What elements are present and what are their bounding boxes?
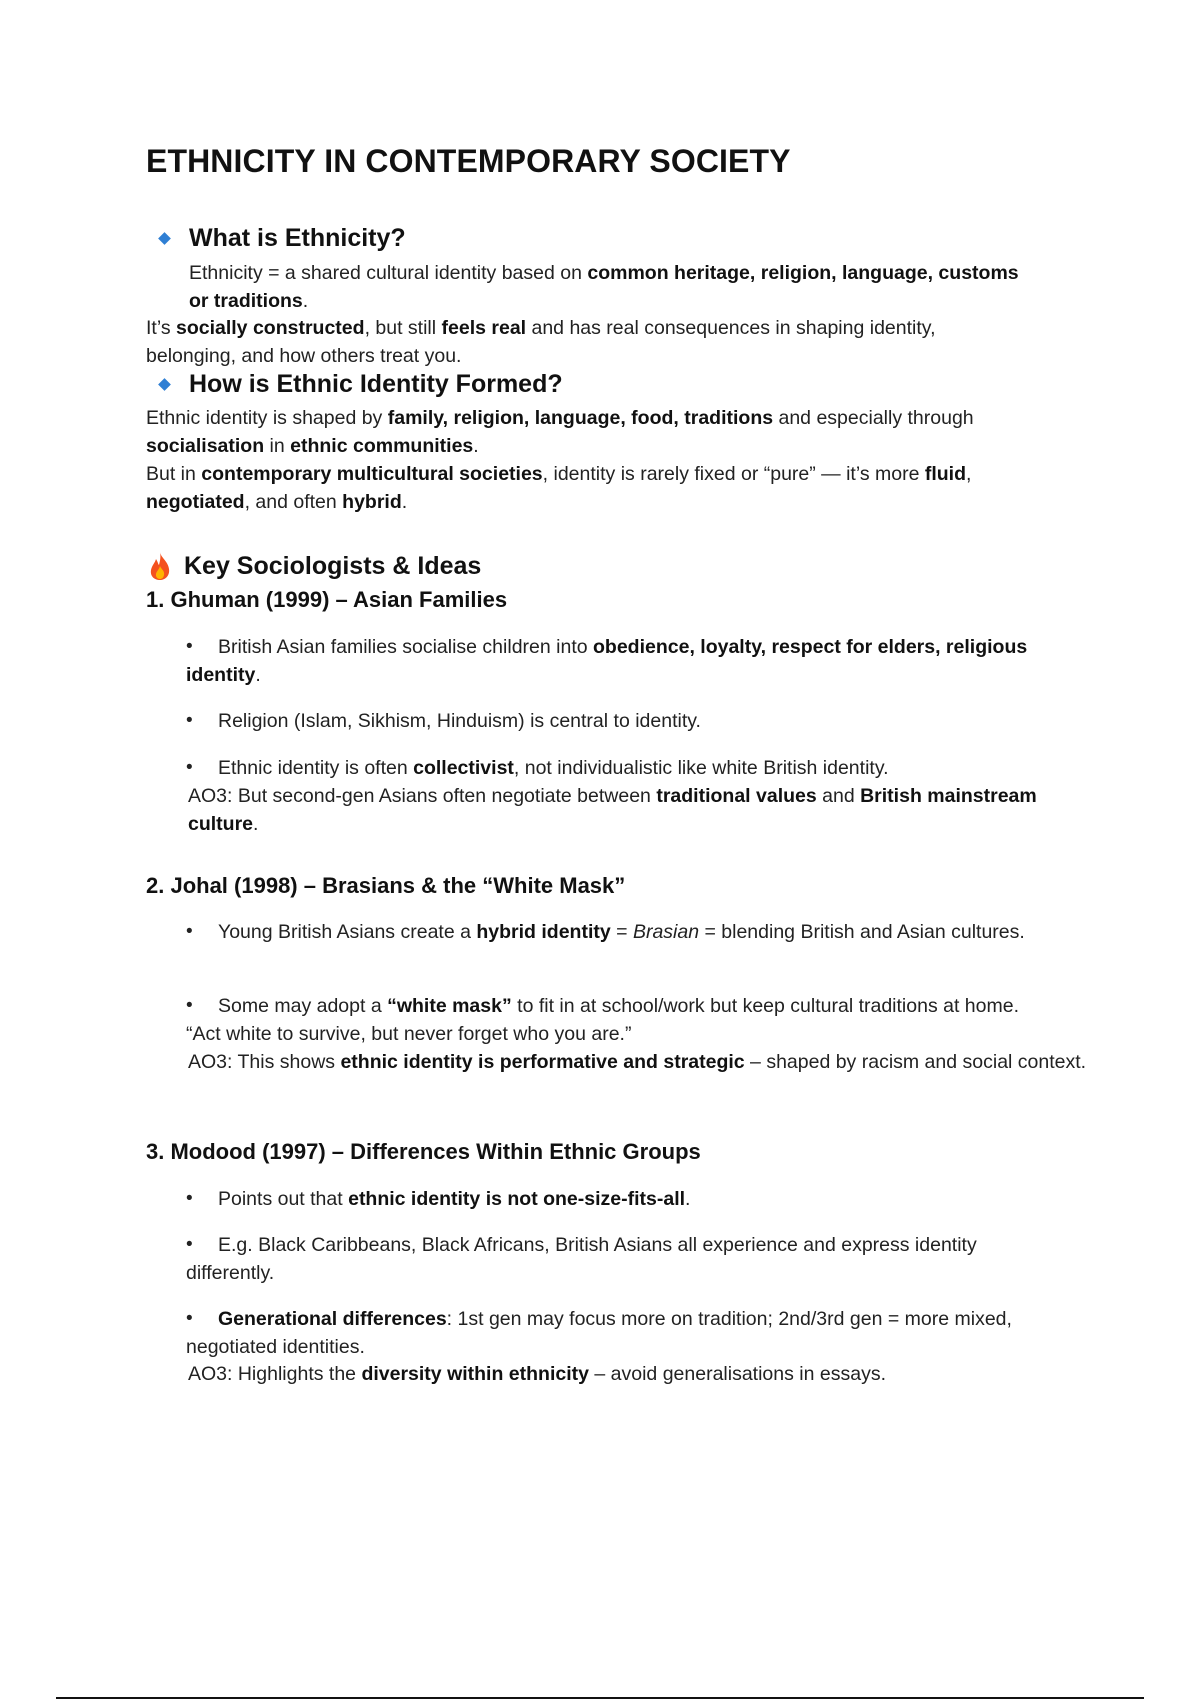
johal-heading: 2. Johal (1998) – Brasians & the “White Mask” xyxy=(146,873,626,898)
bullet-icon: • xyxy=(186,757,193,778)
heading-text: Key Sociologists & Ideas xyxy=(184,551,482,580)
ghuman-heading: 1. Ghuman (1999) – Asian Families xyxy=(146,587,508,612)
ethnicity-definition: Ethnicity = a shared cultural identity based on common heritage, religion, language, customs or traditions. xyxy=(189,262,1019,312)
ao3-evaluation: AO3: This shows ethnic identity is performative and strategic – shaped by racism and social context. xyxy=(188,1051,1087,1073)
bullet-icon: • xyxy=(186,1234,193,1255)
identity-formed-paragraph-1: Ethnic identity is shaped by family, religion, language, food, traditions and especially through socialisation in ethnic communities. xyxy=(146,407,974,457)
blue-diamond-icon xyxy=(158,378,171,391)
list-item: • Generational differences: 1st gen may focus more on tradition; 2nd/3rd gen = more mixed, negotiated identities. xyxy=(186,1305,1106,1361)
list-item: • Young British Asians create a hybrid identity = Brasian = blending British and Asian cultures. xyxy=(186,918,1066,946)
socially-constructed-paragraph: It’s socially constructed, but still feels real and has real consequences in shaping identity, belonging, and how others treat you. xyxy=(146,317,936,367)
what-is-ethnicity-heading xyxy=(146,224,406,253)
fire-icon xyxy=(148,551,172,581)
list-item: • Some may adopt a “white mask” to fit in at school/work but keep cultural traditions at home. “Act white to survive, but never forget who you are.” xyxy=(186,992,1106,1048)
list-item: • British Asian families socialise children into obedience, loyalty, respect for elders, religious identity. xyxy=(186,633,1086,689)
list-item: • E.g. Black Caribbeans, Black Africans, British Asians all experience and express identity differently. xyxy=(186,1231,1066,1287)
ao3-evaluation: AO3: But second-gen Asians often negotiate between traditional values and British mainstream culture. xyxy=(188,785,1037,835)
bullet-icon: • xyxy=(186,710,193,731)
white-mask-quote: “Act white to survive, but never forget who you are.” xyxy=(186,1023,632,1045)
bullet-icon: • xyxy=(186,921,193,942)
list-item: • Ethnic identity is often collectivist, not individualistic like white British identity. xyxy=(186,754,1086,782)
heading-text: What is Ethnicity? xyxy=(189,224,406,252)
ao3-evaluation: AO3: Highlights the diversity within ethnicity – avoid generalisations in essays. xyxy=(188,1363,886,1385)
page-title: ETHNICITY IN CONTEMPORARY SOCIETY xyxy=(146,143,791,179)
key-sociologists-heading xyxy=(146,551,481,581)
bullet-icon: • xyxy=(186,995,193,1016)
list-item: • Religion (Islam, Sikhism, Hinduism) is central to identity. xyxy=(186,707,1086,735)
blue-diamond-icon xyxy=(158,232,171,245)
bullet-icon: • xyxy=(186,1308,193,1329)
heading-text: How is Ethnic Identity Formed? xyxy=(189,370,563,398)
identity-formed-paragraph-2: But in contemporary multicultural societies, identity is rarely fixed or “pure” — it’s more fluid, negotiated, and often hybrid. xyxy=(146,463,972,513)
footer-divider xyxy=(56,1697,1144,1699)
bullet-icon: • xyxy=(186,636,193,657)
modood-heading: 3. Modood (1997) – Differences Within Ethnic Groups xyxy=(146,1139,701,1164)
identity-formed-heading xyxy=(146,370,563,399)
bullet-icon: • xyxy=(186,1188,193,1209)
list-item: • Points out that ethnic identity is not one-size-fits-all. xyxy=(186,1185,1086,1213)
